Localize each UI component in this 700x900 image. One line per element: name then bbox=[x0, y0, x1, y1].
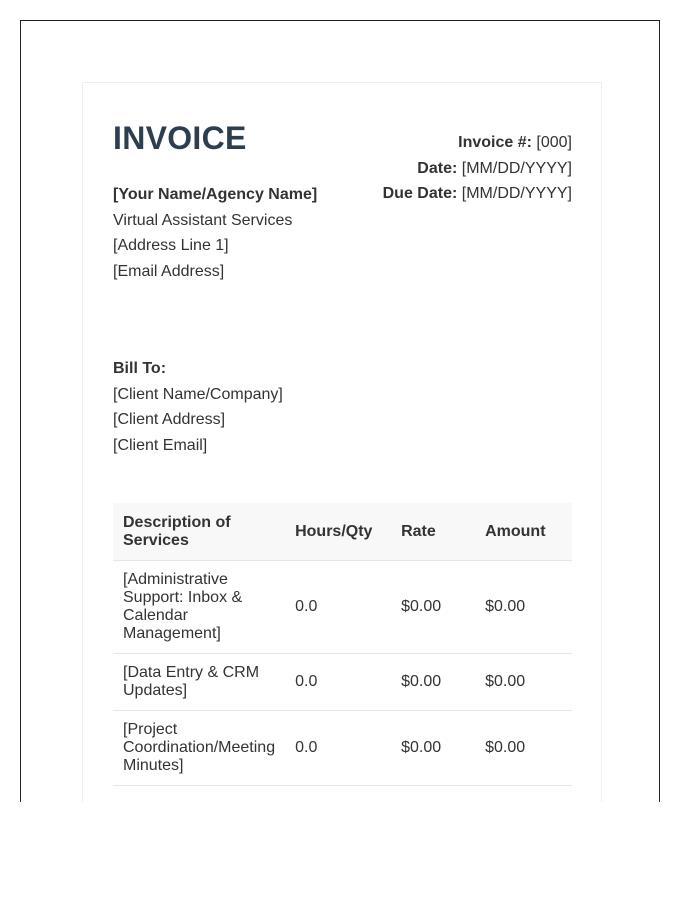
header-rate: Rate bbox=[391, 503, 475, 561]
invoice-number-label: Invoice #: bbox=[458, 134, 532, 151]
sender-address: [Address Line 1] bbox=[113, 237, 229, 254]
document-frame bbox=[20, 20, 660, 802]
sender-block bbox=[113, 182, 317, 284]
table-row bbox=[113, 561, 572, 654]
invoice-number-value: [000] bbox=[536, 134, 572, 151]
row-amount: $0.00 bbox=[475, 561, 572, 654]
bill-to-block bbox=[113, 356, 283, 458]
row-hours: 0.0 bbox=[285, 711, 391, 786]
row-description: [Administrative Support: Inbox & Calendar Management] bbox=[113, 561, 285, 654]
header-description: Description of Services bbox=[113, 503, 285, 561]
row-amount: $0.00 bbox=[475, 711, 572, 786]
due-date-line bbox=[383, 181, 572, 207]
due-date-label: Due Date: bbox=[382, 185, 458, 202]
sender-services: Virtual Assistant Services bbox=[113, 211, 293, 229]
invoice-meta bbox=[383, 130, 572, 207]
due-date-value: [MM/DD/YYYY] bbox=[461, 185, 572, 202]
table-row bbox=[113, 654, 572, 711]
client-address: [Client Address] bbox=[113, 411, 226, 428]
header-amount: Amount bbox=[475, 503, 572, 561]
table-header-row bbox=[113, 503, 572, 561]
bill-to-label: Bill To: bbox=[113, 360, 167, 377]
services-table bbox=[113, 503, 572, 786]
row-rate: $0.00 bbox=[391, 711, 475, 786]
client-name: [Client Name/Company] bbox=[113, 385, 283, 403]
table-row bbox=[113, 711, 572, 786]
invoice-date-label: Date: bbox=[417, 159, 458, 177]
sender-name: [Your Name/Agency Name] bbox=[113, 186, 318, 203]
invoice-date-value: [MM/DD/YYYY] bbox=[461, 159, 572, 177]
invoice-date-line bbox=[383, 156, 572, 182]
invoice-number-line bbox=[383, 130, 572, 156]
header-hours: Hours/Qty bbox=[285, 503, 391, 561]
row-amount: $0.00 bbox=[475, 654, 572, 711]
invoice-sheet bbox=[82, 82, 602, 802]
row-rate: $0.00 bbox=[391, 561, 475, 654]
row-hours: 0.0 bbox=[285, 561, 391, 654]
row-description: [Data Entry & CRM Updates] bbox=[113, 654, 285, 711]
row-hours: 0.0 bbox=[285, 654, 391, 711]
row-description: [Project Coordination/Meeting Minutes] bbox=[113, 711, 285, 786]
row-rate: $0.00 bbox=[391, 654, 475, 711]
sender-email: [Email Address] bbox=[113, 262, 225, 280]
client-email: [Client Email] bbox=[113, 436, 208, 454]
invoice-title: INVOICE bbox=[113, 120, 247, 156]
